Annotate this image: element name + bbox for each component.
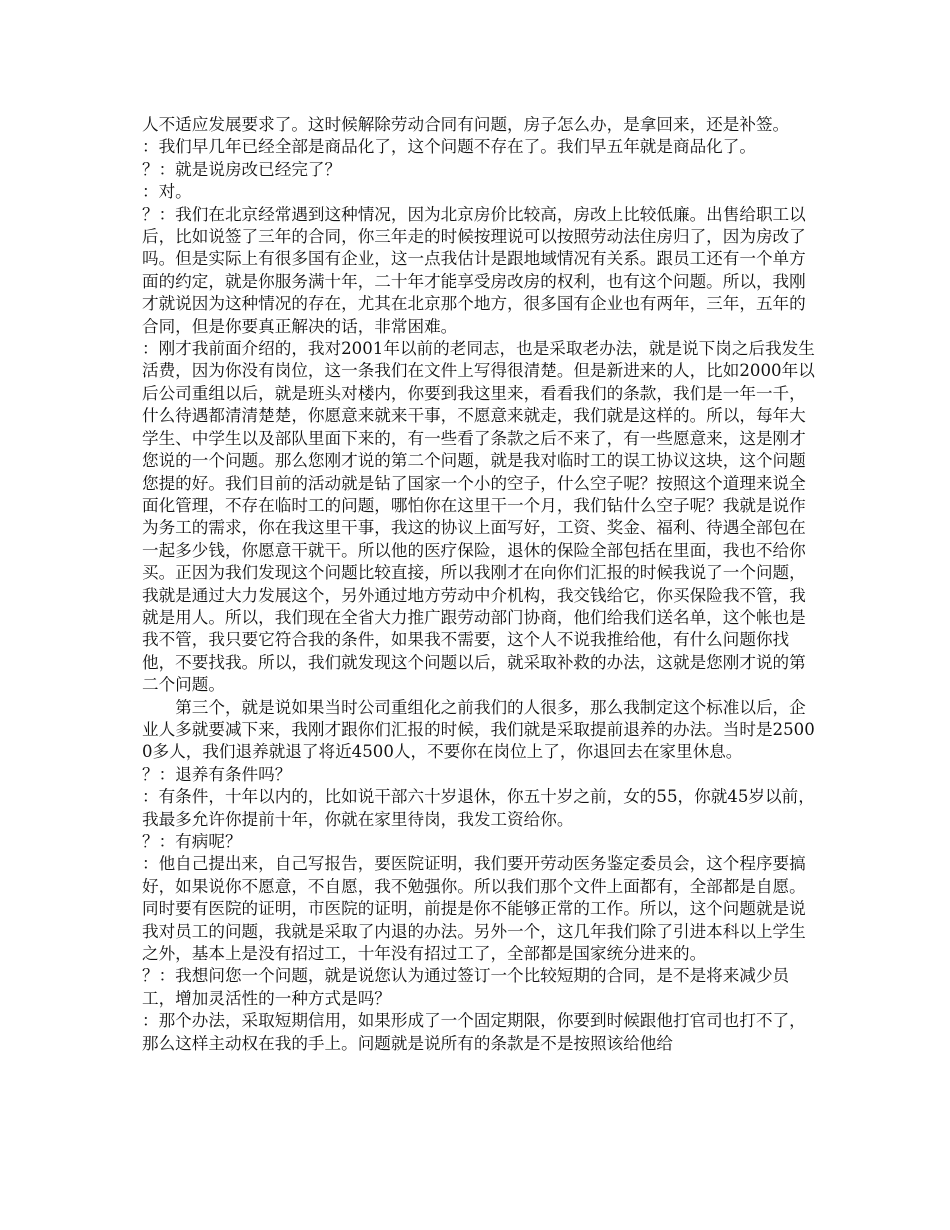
paragraph-9: ：有条件，十年以内的，比如说干部六十岁退休，你五十岁之前，女的55，你就45岁以前，我最多允许你提前十年，你就在家里待岗，我发工资给你。 (142, 787, 815, 829)
paragraph-3: ？：就是说房改已经完了？ (142, 159, 342, 179)
paragraph-2: ：我们早几年已经全部是商品化了，这个问题不存在了。我们早五年就是商品化了。 (142, 137, 756, 157)
paragraph-10: ？：有病呢？ (142, 832, 242, 851)
document-body (142, 114, 822, 1055)
paragraph-8: ？：退养有条件吗？ (142, 764, 292, 784)
paragraph-12: ？：我想问您一个问题，就是说您认为通过签订一个比较短期的合同，是不是将来减少员工，增加灵活性的一种方式是吗？ (142, 966, 790, 1008)
paragraph-11: ：他自己提出来，自己写报告，要医院证明，我们要开劳动医务鉴定委员会，这个程序要搞好，如果说你不愿意，不自愿，我不勉强你。所以我们那个文件上面都有，全部都是自愿。同时要有医院的证明，市医院的证明，前提是你不能够正常的工作。所以，这个问题就是说我对员工的问题，我就是采取了内退的办法。另外一个，这几年我们除了引进本科以上学生之外，基本上是没有招过工，十年没有招过工了，全部都是国家统分进来的。 (142, 854, 806, 964)
paragraph-1: 人不适应发展要求了。这时候解除劳动合同有问题，房子怎么办，是拿回来，还是补签。 (142, 115, 790, 134)
paragraph-4: ：对。 (142, 182, 192, 202)
paragraph-6: ：刚才我前面介绍的，我对2001年以前的老同志，也是采取老办法，就是说下岗之后我发生活费，因为你没有岗位，这一条我们在文件上写得很清楚。但是新进来的人，比如2000年以后公司重组以后，就是班头对楼内，你要到我这里来，看看我们的条款，我们是一年一千，什么待遇都清清楚楚，你愿意来就来干事，不愿意来就走，我们就是这样的。所以，每年大学生、中学生以及部队里面下来的，有一些看了条款之后不来了，有一些愿意来，这是刚才您说的一个问题。那么您刚才说的第二个问题，就是我对临时工的误工协议这块，这个问题您提的好。我们目前的活动就是钻了国家一个小的空子，什么空子呢？按照这个道理来说全面化管理，不存在临时工的问题，哪怕你在这里干一个月，我们钻什么空子呢？我就是说作为务工的需求，你在我这里干事，我这的协议上面写好，工资、奖金、福利、待遇全部包在一起多少钱，你愿意干就干。所以他的医疗保险，退休的保险全部包括在里面，我也不给你买。正因为我们发现这个问题比较直接，所以我刚才在向你们汇报的时候我说了一个问题，我就是通过大力发展这个，另外通过地方劳动中介机构，我交钱给它，你买保险我不管，我就是用人。所以，我们现在全省大力推广跟劳动部门协商，他们给我们送名单，这个帐也是我不管，我只要它符合我的条件，如果我不需要，这个人不说我推给他，有什么问题你找他，不要找我。所以，我们就发现这个问题以后，就采取补救的办法，这就是您刚才说的第二个问题。 (142, 339, 815, 695)
paragraph-13: ：那个办法，采取短期信用，如果形成了一个固定期限，你要到时候跟他打官司也打不了，那么这样主动权在我的手上。问题就是说所有的条款是不是按照该给他给 (142, 1011, 806, 1053)
paragraph-7: 第三个，就是说如果当时公司重组化之前我们的人很多，那么我制定这个标准以后，企业人多就要减下来，我刚才跟你们汇报的时候，我们就是采取提前退养的办法。当时是25000多人，我们退养就退了将近4500人，不要你在岗位上了，你退回去在家里休息。 (142, 697, 815, 762)
paragraph-5: ？：我们在北京经常遇到这种情况，因为北京房价比较高，房改上比较低廉。出售给职工以后，比如说签了三年的合同，你三年走的时候按理说可以按照劳动法住房归了，因为房改了吗。但是实际上有很多国有企业，这一点我估计是跟地域情况有关系。跟员工还有一个单方面的约定，就是你服务满十年，二十年才能享受房改房的权利，也有这个问题。所以，我刚才就说因为这种情况的存在，尤其在北京那个地方，很多国有企业也有两年，三年，五年的合同，但是你要真正解决的话，非常困难。 (142, 204, 806, 336)
